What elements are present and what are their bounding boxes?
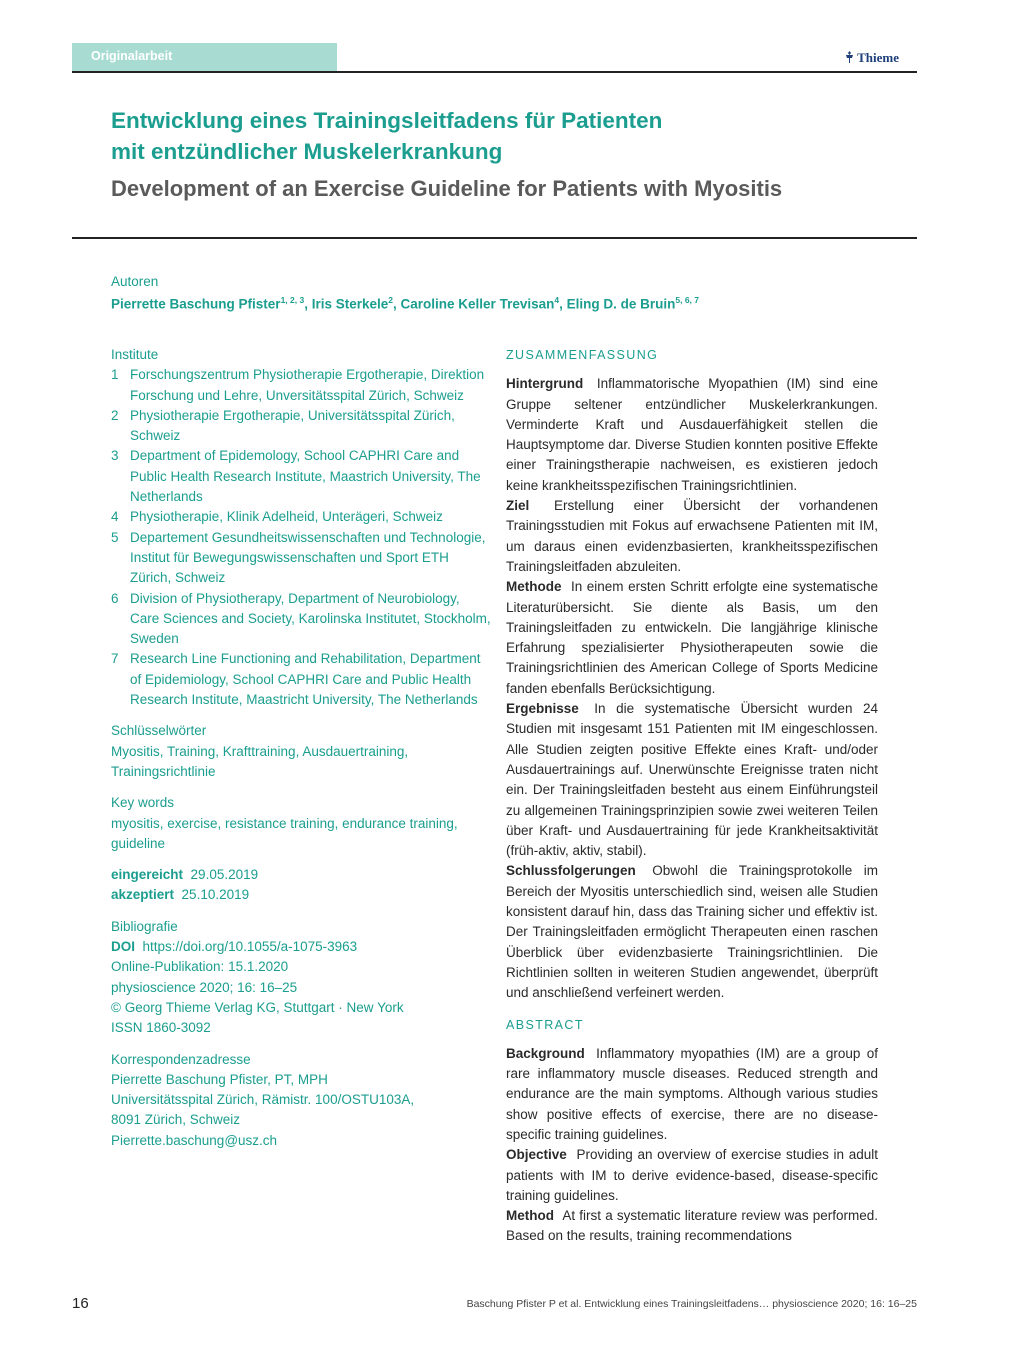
institute-item xyxy=(111,649,491,710)
institute-item xyxy=(111,589,491,650)
section-label: Method xyxy=(506,1208,554,1224)
author-affiliation: 2 xyxy=(388,295,394,305)
zusammenfassung-heading: ZUSAMMENFASSUNG xyxy=(506,348,659,362)
institute-item xyxy=(111,507,491,527)
article-title-english: Development of an Exercise Guideline for Patients with Myositis xyxy=(111,176,783,201)
section-label: Schlussfolgerungen xyxy=(506,863,636,879)
institute-item xyxy=(111,528,491,589)
section-text: At first a systematic literature review was performed. Based on the results, training recommendations xyxy=(506,1208,878,1244)
institute-number: 3 xyxy=(111,448,119,464)
publisher-name: Thieme xyxy=(857,50,899,65)
title-de-line-1: Entwicklung eines Trainingsleitfadens für Patienten xyxy=(111,108,663,133)
section-text: Providing an overview of exercise studies in adult patients with IM to derive evidence-based, disease-specific training guidelines. xyxy=(506,1147,878,1203)
institute-text: Division of Physiotherapy, Department of Neurobiology, Care Sciences and Society, Karolinska Institutet, Stockholm, Sweden xyxy=(130,590,491,647)
section-label: Methode xyxy=(506,579,562,595)
correspondence-address-2: 8091 Zürich, Schweiz xyxy=(111,1112,241,1128)
title-divider xyxy=(72,237,917,239)
author-affiliation: 1, 2, 3 xyxy=(280,295,305,305)
metadata-column xyxy=(111,345,491,1162)
keywords-english xyxy=(111,793,491,854)
bibliography xyxy=(111,917,491,1039)
publisher-logo xyxy=(845,50,899,66)
institute-text: Research Line Functioning and Rehabilitation, Department of Epidemiology, School CAPHRI Care and Public Health Research Institute, Maastricht University, The Netherlands xyxy=(130,651,481,708)
institute-text: Physiotherapie Ergotherapie, Universitätsspital Zürich, Schweiz xyxy=(130,407,455,444)
correspondence xyxy=(111,1050,491,1151)
institutes-list xyxy=(111,365,491,710)
keywords-de-label: Schlüsselwörter xyxy=(111,723,207,739)
online-publication: Online-Publikation: 15.1.2020 xyxy=(111,959,289,975)
author-name: Caroline Keller Trevisan xyxy=(400,296,555,312)
institute-item xyxy=(111,446,491,507)
keywords-en-text: myositis, exercise, resistance training, endurance training, guideline xyxy=(111,815,458,851)
zusammenfassung-section xyxy=(506,374,878,496)
section-label: Ziel xyxy=(506,498,530,514)
institutes-label: Institute xyxy=(111,347,159,362)
zusammenfassung-section xyxy=(506,699,878,861)
institute-text: Physiotherapie, Klinik Adelheid, Unterägeri, Schweiz xyxy=(130,509,443,525)
correspondence-label: Korrespondenzadresse xyxy=(111,1051,251,1067)
journal-citation: physioscience 2020; 16: 16–25 xyxy=(111,979,298,995)
author-name: Eling D. de Bruin xyxy=(566,296,676,312)
institute-text: Department of Epidemology, School CAPHRI Care and Public Health Research Institute, Maastrich University, The Netherlands xyxy=(130,448,481,505)
zusammenfassung-section xyxy=(506,577,878,699)
institute-number: 1 xyxy=(111,367,119,383)
keywords-en-label: Key words xyxy=(111,795,175,811)
article-type-tag: Originalarbeit xyxy=(72,43,337,71)
section-text: Obwohl die Trainingsprotokolle im Bereich der Myositis unterschiedlich sind, weisen alle Studien konsistent darauf hin, dass das Training sicher und effektiv ist. Der Trainingsleitfaden ermöglicht Therapeuten einen raschen Überblick über evidenzbasierte Trainingsrichtlinien. Die Richtlinien sollten in weiteren Studien angewendet, überprüft und anschließend verfeinert werden. xyxy=(506,863,878,1001)
accepted-label: akzeptiert xyxy=(111,887,175,903)
correspondence-name: Pierrette Baschung Pfister, PT, MPH xyxy=(111,1071,328,1087)
correspondence-email[interactable]: Pierrette.baschung@usz.ch xyxy=(111,1132,278,1148)
submission-dates xyxy=(111,865,491,906)
zusammenfassung-section xyxy=(506,496,878,577)
title-de-line-2: mit entzündlicher Muskelerkrankung xyxy=(111,139,503,164)
section-text: Erstellung einer Übersicht der vorhandenen Trainingsstudien mit Fokus auf erwachsene Patienten mit IM, um daraus einen evidenzbasierten, krankheitsspezifischen Trainingsleitfaden abzuleiten. xyxy=(506,498,878,574)
section-label: Ergebnisse xyxy=(506,701,579,717)
institute-number: 5 xyxy=(111,529,119,545)
doi-link[interactable]: https://doi.org/10.1055/a-1075-3963 xyxy=(142,939,358,955)
abstract-section xyxy=(506,1044,878,1145)
section-label: Hintergrund xyxy=(506,376,584,392)
institute-item xyxy=(111,365,491,406)
author-affiliation: 4 xyxy=(554,295,560,305)
accepted-date: 25.10.2019 xyxy=(181,887,250,903)
institute-text: Departement Gesundheitswissenschaften und Technologie, Institut für Bewegungswissenschaften und Sport ETH Zürich, Schweiz xyxy=(130,529,486,586)
authors-list: Pierrette Baschung Pfister$^{1, 2, 3}$, Iris Sterkele$^2$, Caroline Keller Trevisan$^4$, Eling D. de Bruin$^{5, 6, 7}$ xyxy=(111,295,700,312)
correspondence-address-1: Universitätsspital Zürich, Rämistr. 100/OSTU103A, xyxy=(111,1092,415,1108)
abstract-section xyxy=(506,1145,878,1206)
keywords-de-text: Myositis, Training, Krafttraining, Ausdauertraining, Trainingsrichtlinie xyxy=(111,743,409,779)
institute-number: 2 xyxy=(111,407,119,423)
copyright: © Georg Thieme Verlag KG, Stuttgart · New York xyxy=(111,999,404,1015)
section-spacer xyxy=(506,1004,878,1015)
author-name: Iris Sterkele xyxy=(311,296,389,312)
submitted-date: 29.05.2019 xyxy=(190,867,259,883)
institute-text: Forschungszentrum Physiotherapie Ergotherapie, Direktion Forschung und Lehre, Unversitätsspital Zürich, Schweiz xyxy=(130,367,485,403)
author-affiliation: 5, 6, 7 xyxy=(675,295,700,305)
section-text: Inflammatorische Myopathien (IM) sind eine Gruppe seltener entzündlicher Muskelerkrankungen. Verminderte Kraft und Ausdauerfähigkeit stellen die Hauptsymptome dar. Diverse Studien konnten positive Effekte einer Trainingstherapie nachweisen, es existieren jedoch keine krankheitsspezifischen Trainingsrichtlinien. xyxy=(506,376,878,493)
section-text: Inflammatory myopathies (IM) are a group of rare inflammatory muscle diseases. Reduced strength and endurance are the main symptoms. Although various studies show positive effects of exercise, there are no disease-specific training guidelines. xyxy=(506,1045,878,1142)
thieme-logo-icon xyxy=(845,51,854,63)
abstract-column xyxy=(506,345,878,1247)
zusammenfassung-section xyxy=(506,861,878,1003)
issn: ISSN 1860-3092 xyxy=(111,1020,211,1036)
page-number: 16 xyxy=(72,1295,89,1312)
section-label: Background xyxy=(506,1045,585,1061)
header-divider xyxy=(72,71,917,73)
article-title-german xyxy=(111,105,871,167)
doi-label: DOI xyxy=(111,939,136,955)
submitted-label: eingereicht xyxy=(111,867,184,883)
bibliography-label: Bibliografie xyxy=(111,918,178,934)
institute-number: 7 xyxy=(111,651,119,667)
abstract-section xyxy=(506,1206,878,1247)
keywords-german xyxy=(111,721,491,782)
authors-label: Autoren xyxy=(111,274,159,289)
institute-number: 6 xyxy=(111,590,119,606)
footer-citation: Baschung Pfister P et al. Entwicklung eines Trainingsleitfadens… physioscience 2020; 16: 16–25 xyxy=(466,1298,917,1310)
section-text: In einem ersten Schritt erfolgte eine systematische Literaturübersicht. Sie diente als Basis, um den Trainingsleitfaden zu entwickeln. Die langjährige klinische Erfahrung spezialisierter Physiotherapeuten sowie die Trainingsrichtlinien des American College of Sports Medicine fanden ebenfalls Berücksichtigung. xyxy=(506,579,878,696)
section-text: In die systematische Übersicht wurden 24 Studien mit insgesamt 151 Patienten mit IM eingeschlossen. Alle Studien zeigten positive Effekte eines Kraft- und/oder Ausdauertrainings auf. Unerwünschte Ereignisse traten nicht ein. Der Trainingsleitfaden besteht aus einem Einführungsteil zu allgemeinen Trainingsprinzipien sowie zwei weiteren Teilen über Kraft- und Ausdauertraining für jede Krankheitsaktivität (früh-aktiv, aktiv, stabil). xyxy=(506,701,878,859)
abstract-heading: ABSTRACT xyxy=(506,1017,584,1032)
institute-number: 4 xyxy=(111,509,119,525)
section-label: Objective xyxy=(506,1147,567,1163)
author-name: Pierrette Baschung Pfister xyxy=(111,296,281,312)
institute-item xyxy=(111,406,491,447)
